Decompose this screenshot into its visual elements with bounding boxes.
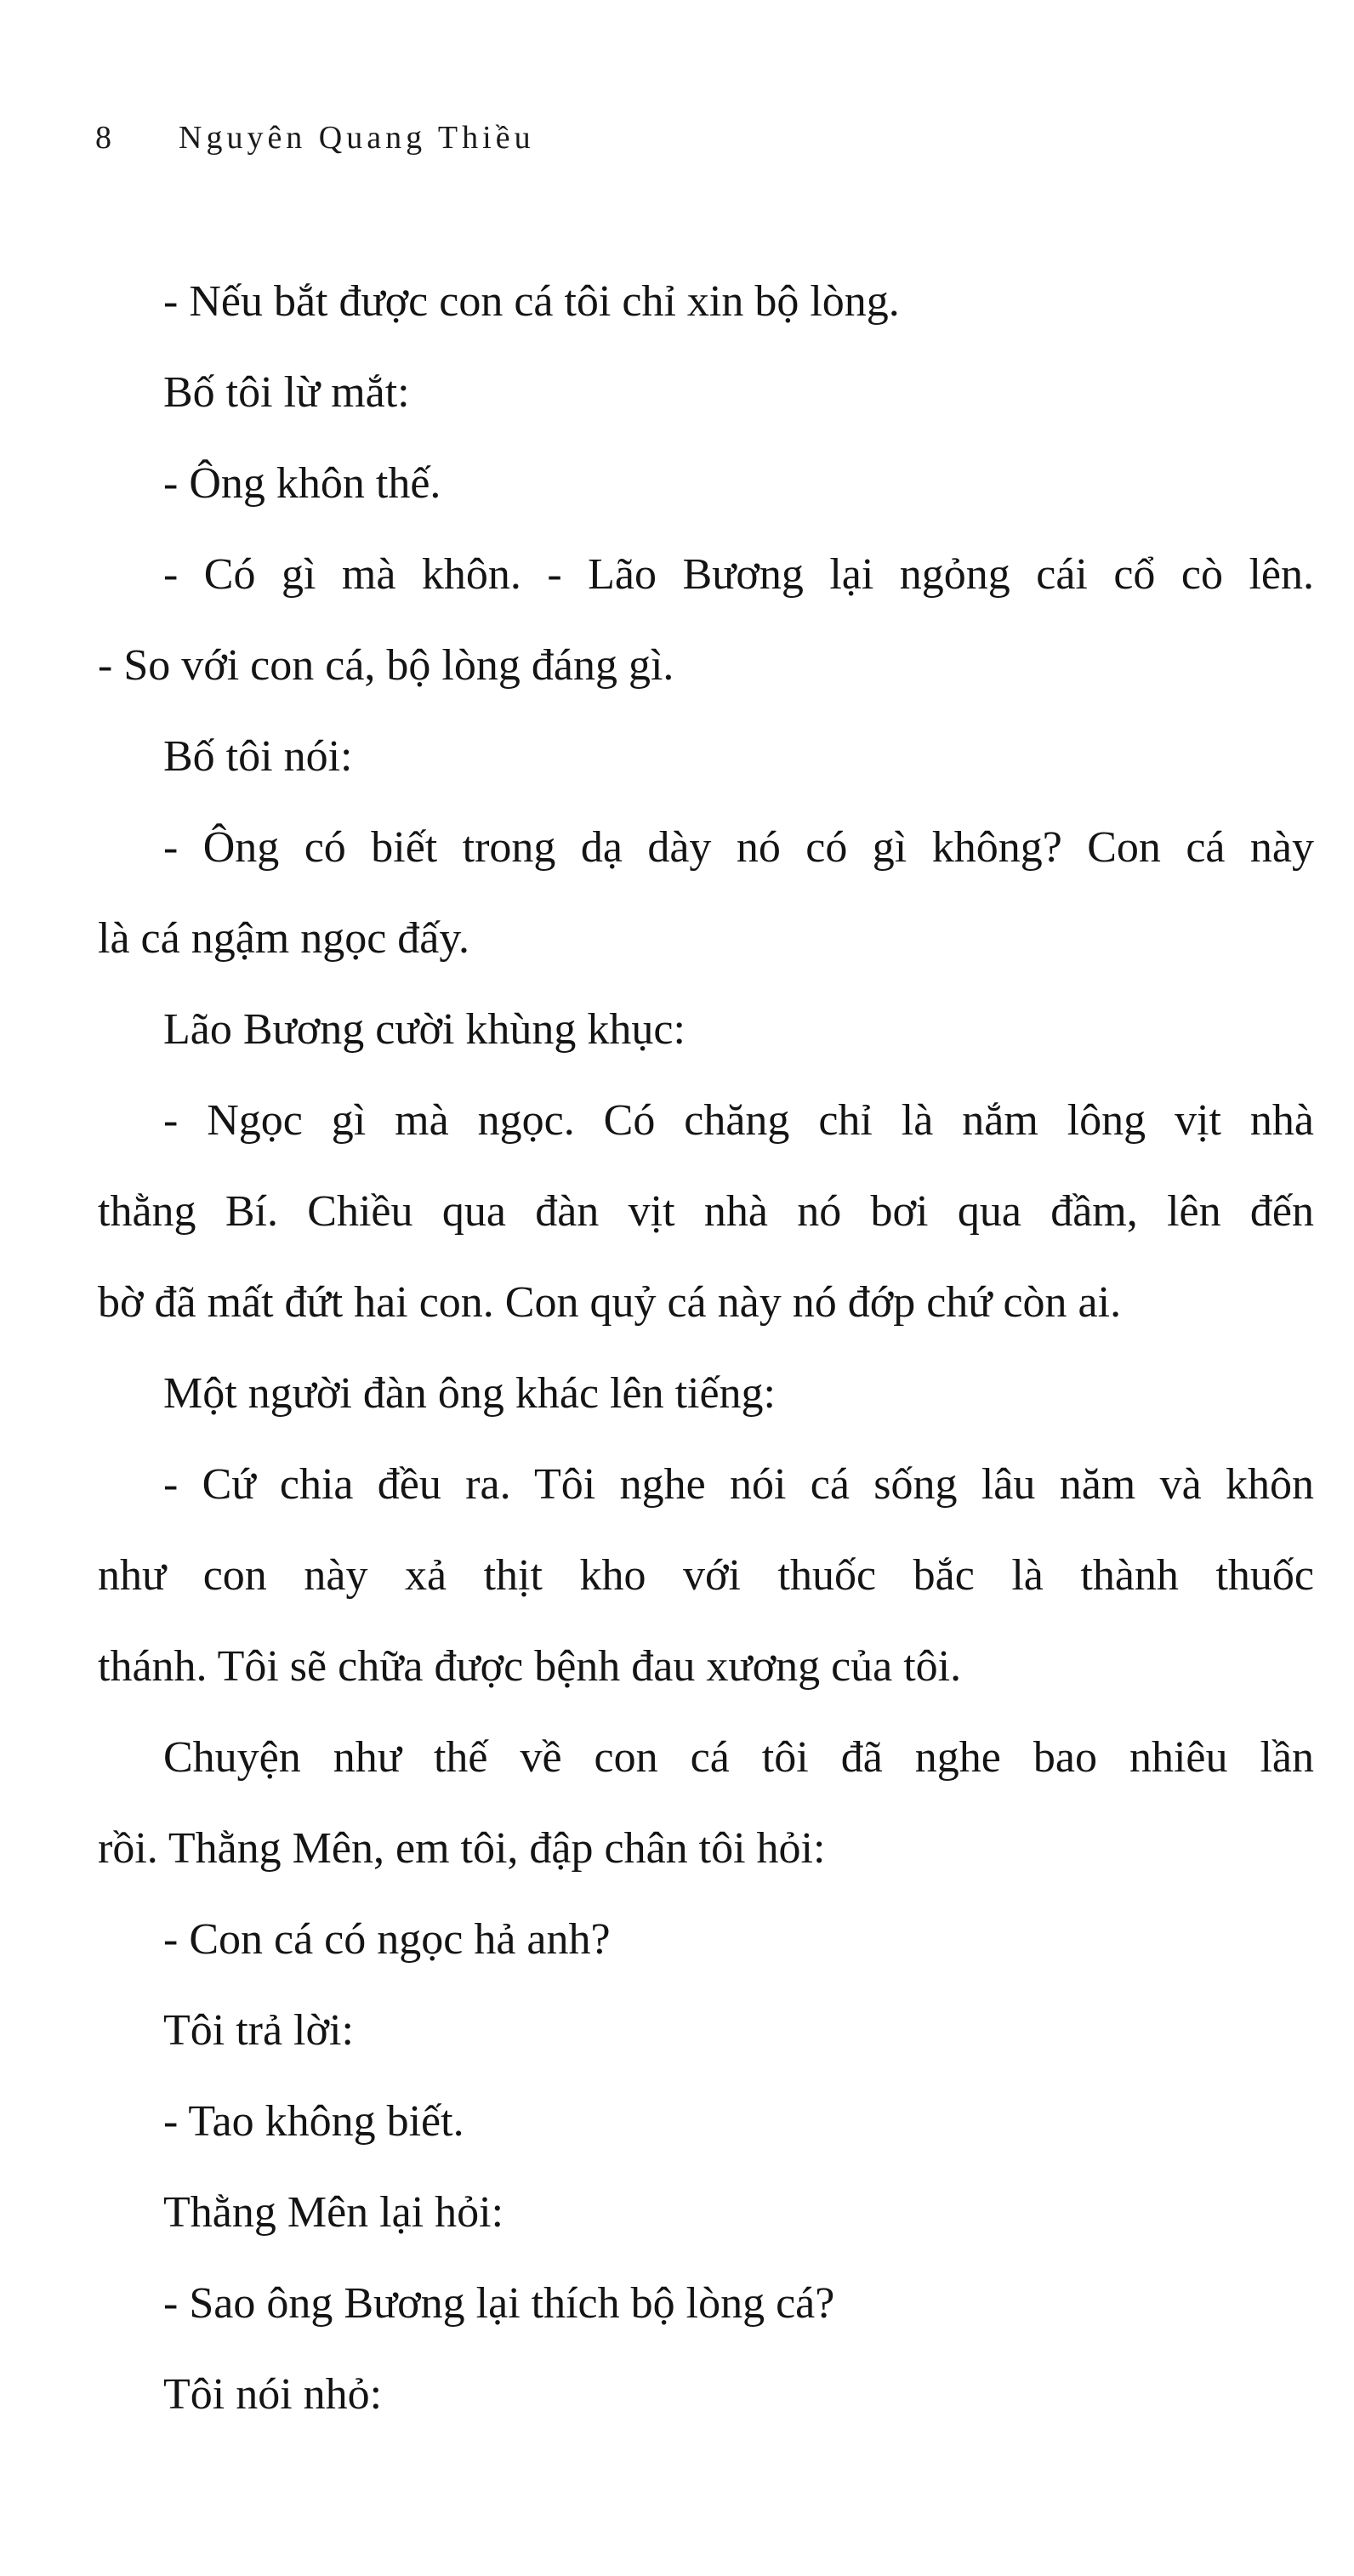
text-line: rồi. Thằng Mên, em tôi, đập chân tôi hỏi:	[98, 1824, 826, 1873]
text-line: thánh. Tôi sẽ chữa được bệnh đau xương của tôi.	[98, 1642, 962, 1691]
text-line: - So với con cá, bộ lòng đáng gì.	[98, 641, 674, 690]
text-line: - Tao không biết.	[163, 2097, 464, 2146]
text-line: - Sao ông Bương lại thích bộ lòng cá?	[163, 2279, 835, 2328]
author-name: Nguyên Quang Thiều	[179, 120, 535, 156]
text-line: Tôi trả lời:	[163, 2006, 354, 2055]
paragraph	[98, 1075, 1314, 1348]
paragraph	[98, 1985, 1314, 2076]
text-line: - Ngọc gì mà ngọc. Có chăng chỉ là nắm lông vịt nhà	[163, 1096, 1314, 1145]
paragraph	[98, 347, 1314, 438]
paragraph	[98, 711, 1314, 802]
paragraph	[98, 1712, 1314, 1894]
text-line: Một người đàn ông khác lên tiếng:	[163, 1369, 777, 1418]
paragraph	[98, 2258, 1314, 2349]
text-line: bờ đã mất đứt hai con. Con quỷ cá này nó đớp chứ còn ai.	[98, 1278, 1122, 1327]
text-line: - Cứ chia đều ra. Tôi nghe nói cá sống lâu năm và khôn	[163, 1460, 1314, 1509]
paragraph	[98, 256, 1314, 347]
paragraph	[98, 1439, 1314, 1712]
paragraph	[98, 1348, 1314, 1439]
text-line: thằng Bí. Chiều qua đàn vịt nhà nó bơi qua đầm, lên đến	[98, 1187, 1314, 1236]
text-line: - Con cá có ngọc hả anh?	[163, 1915, 611, 1964]
text-line: Chuyện như thế về con cá tôi đã nghe bao nhiêu lần	[163, 1733, 1314, 1782]
paragraph	[98, 2349, 1314, 2440]
text-line: - Có gì mà khôn. - Lão Bương lại ngỏng cái cổ cò lên.	[163, 550, 1314, 599]
body-text	[98, 256, 1314, 2440]
text-line: Bố tôi lừ mắt:	[163, 368, 410, 417]
paragraph	[98, 438, 1314, 529]
paragraph	[98, 2167, 1314, 2258]
text-line: Thằng Mên lại hỏi:	[163, 2188, 504, 2237]
paragraph	[98, 1894, 1314, 1985]
text-line: như con này xả thịt kho với thuốc bắc là thành thuốc	[98, 1551, 1314, 1600]
text-line: là cá ngậm ngọc đấy.	[98, 914, 469, 963]
text-line: - Ông khôn thế.	[163, 459, 441, 508]
page-number: 8	[95, 120, 116, 156]
text-line: Tôi nói nhỏ:	[163, 2370, 383, 2419]
running-header	[95, 119, 535, 156]
text-line: Bố tôi nói:	[163, 732, 353, 781]
paragraph	[98, 802, 1314, 984]
paragraph	[98, 2076, 1314, 2167]
paragraph	[98, 984, 1314, 1075]
text-line: Lão Bương cười khùng khục:	[163, 1005, 686, 1054]
text-line: - Nếu bắt được con cá tôi chỉ xin bộ lòng.	[163, 277, 900, 326]
text-line: - Ông có biết trong dạ dày nó có gì không? Con cá này	[163, 823, 1314, 872]
paragraph	[98, 529, 1314, 711]
